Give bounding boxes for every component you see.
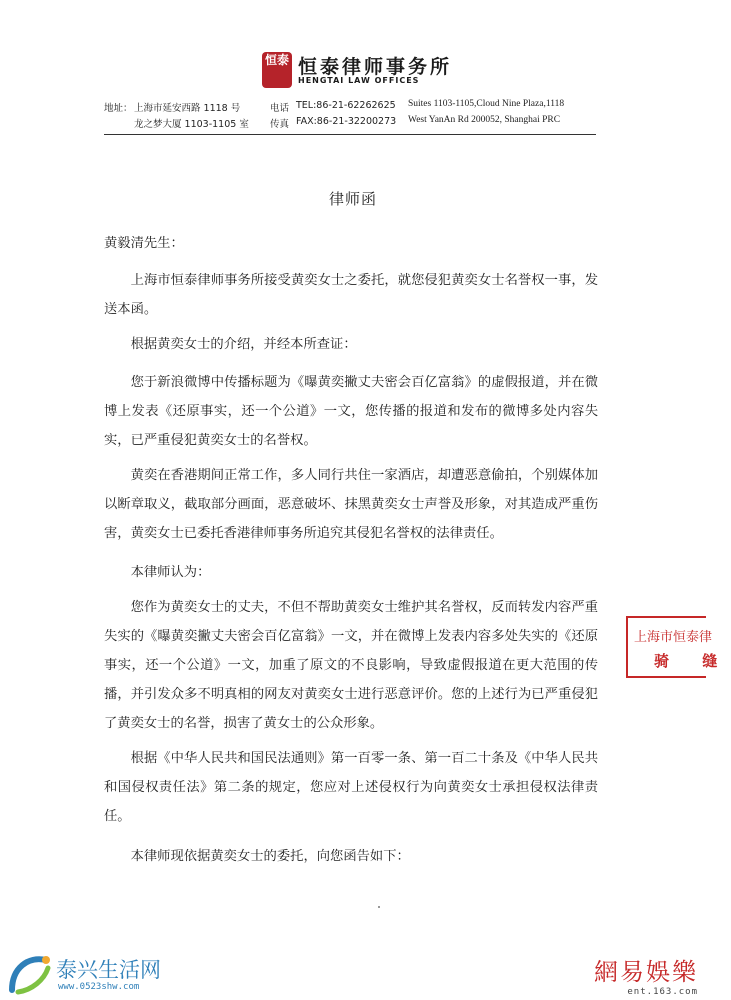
- scan-speck: [378, 906, 380, 908]
- address-en-line2: West YanAn Rd 200052, Shanghai PRC: [408, 115, 561, 125]
- paragraph-legal-basis: 根据《中华人民共和国民法通则》第一百零一条、第一百二十条及《中华人民共和国侵权责任法》第二条的规定，您应对上述侵权行为向黄奕女士承担侵权法律责任。: [104, 751, 598, 824]
- fax-label: 传真: [270, 119, 290, 130]
- address-cn-line1: 上海市延安西路 1118 号: [134, 103, 241, 114]
- paragraph-notice: 本律师现依据黄奕女士的委托，向您函告如下：: [130, 849, 410, 864]
- watermark-netease: [558, 952, 698, 996]
- fax-number: FAX:86-21-32200273: [296, 116, 397, 127]
- address-cn-line2: 龙之梦大厦 1103-1105 室: [134, 119, 249, 130]
- paragraph-intro: 上海市恒泰律师事务所接受黄奕女士之委托，就您侵犯黄奕女士名誉权一事，发送本函。: [104, 273, 598, 317]
- watermark-right-name: 網易娛樂: [594, 958, 698, 986]
- watermark-taixing: [6, 950, 161, 996]
- firm-seal-stamp: [626, 616, 731, 678]
- address-en-line1: Suites 1103-1105,Cloud Nine Plaza,1118: [408, 99, 565, 109]
- paragraph-investigation: 根据黄奕女士的介绍，并经本所查证：: [130, 337, 357, 352]
- firm-name-english: HENGTAI LAW OFFICES: [298, 76, 420, 85]
- phone-label: 电话: [270, 103, 290, 114]
- firm-logo: 恒泰: [262, 52, 292, 88]
- watermark-left-name: 泰兴生活网: [56, 958, 161, 982]
- paragraph-false-report: 您于新浪微博中传播标题为《曝黄奕撇丈夫密会百亿富翁》的虚假报道，并在微博上发表《还原事实，还一个公道》一文，您传播的报道和发布的微博多处内容失实，已严重侵犯黄奕女士的名誉权。: [104, 375, 598, 448]
- letterhead-divider: [104, 134, 596, 135]
- salutation: 黄毅清先生：: [104, 236, 184, 251]
- paragraph-husband-conduct: 您作为黄奕女士的丈夫，不但不帮助黄奕女士维护其名誉权，反而转发内容严重失实的《曝黄奕撇丈夫密会百亿富翁》一文，并在微博上发表内容多处失实的《还原事实，还一个公道》一文，加重了原文的不良影响，导致虚假报道在更大范围的传播，并引发众多不明真相的网友对黄奕女士进行恶意评价。您的上述行为已严重侵犯了黄奕女士的名誉，损害了黄女士的公众形象。: [104, 600, 598, 731]
- watermark-left-url: www.0523shw.com: [58, 982, 140, 992]
- watermark-right-url: ent.163.com: [627, 987, 698, 997]
- phone-number: TEL:86-21-62262625: [296, 100, 396, 111]
- seal-firm-text: 上海市恒泰律: [634, 630, 713, 645]
- letter-title: 律师函: [328, 190, 377, 208]
- taixing-logo-icon: [6, 950, 56, 996]
- seal-perforation-text: 骑 缝: [654, 652, 731, 670]
- paragraph-hongkong: 黄奕在香港期间正常工作，多人同行共住一家酒店，却遭恶意偷拍，个别媒体加以断章取义，截取部分画面，恶意破坏、抹黑黄奕女士声誉及形象，对其造成严重伤害，黄奕女士已委托香港律师事务所追究其侵犯名誉权的法律责任。: [104, 468, 598, 541]
- address-label: 地址：: [104, 103, 133, 114]
- paragraph-lawyer-opinion: 本律师认为：: [130, 565, 211, 580]
- firm-name-chinese: 恒泰律师事务所: [298, 56, 453, 78]
